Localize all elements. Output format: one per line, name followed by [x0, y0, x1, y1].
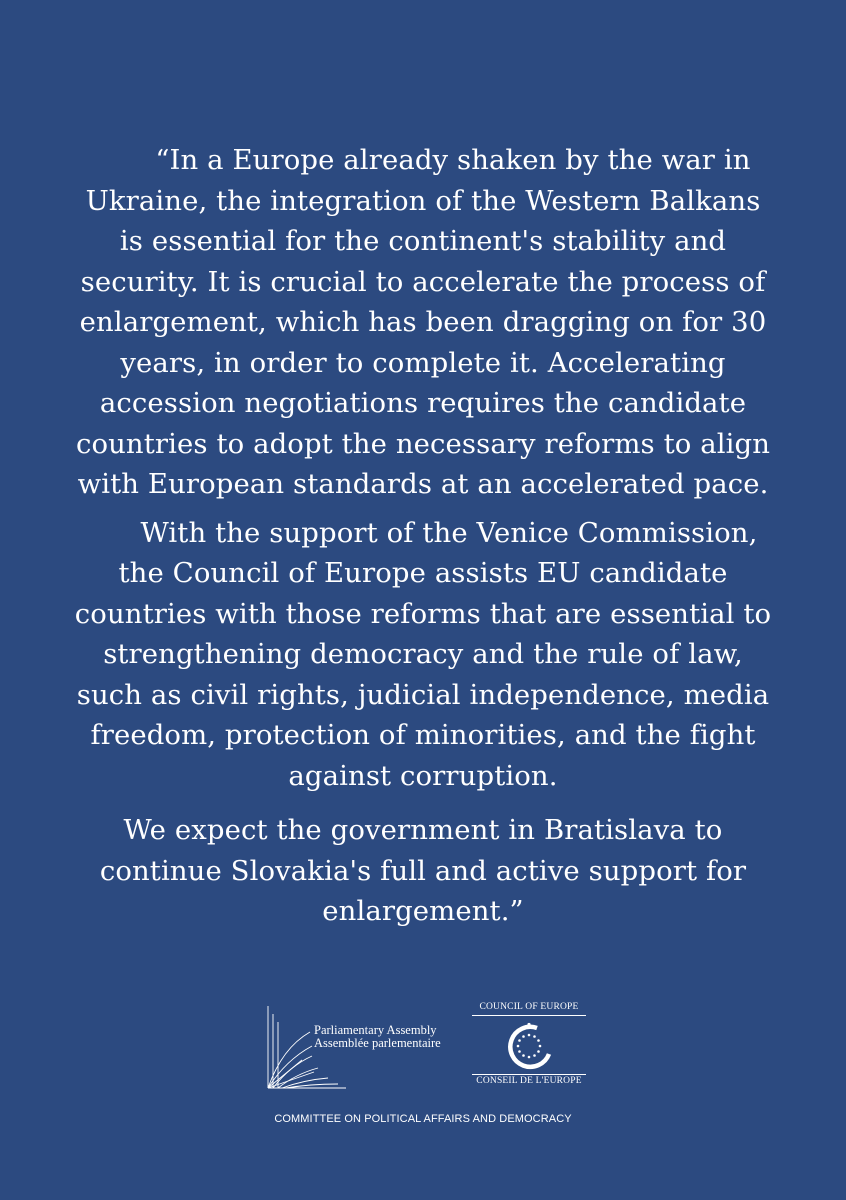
quote-line: such as civil rights, judicial independence, media — [76, 678, 770, 711]
quote-line: With the support of the Venice Commission, — [140, 516, 758, 549]
coe-name-fr: CONSEIL DE L'EUROPE — [476, 1076, 582, 1086]
pace-logo — [266, 1002, 456, 1090]
quote-line: countries to adopt the necessary reforms to align — [75, 427, 771, 460]
quote-line: accession negotiations requires the candidate — [99, 387, 747, 419]
quote-line: security. It is crucial to accelerate the process of — [80, 265, 766, 298]
quote-line: continue Slovakia's full and active support for — [99, 854, 747, 887]
quote-line: with European standards at an accelerated pace. — [77, 468, 769, 500]
quote-line: countries with those reforms that are essential to — [74, 597, 772, 630]
quote-line: enlargement, which has been dragging on for 30 — [79, 306, 767, 338]
quote-block — [70, 140, 776, 932]
pace-name-fr: Assemblée parlementaire — [314, 1036, 441, 1050]
coe-logo — [470, 1000, 588, 1092]
quote-line: strengthening democracy and the rule of law, — [103, 638, 743, 670]
divider — [472, 1015, 586, 1016]
coe-name-en: COUNCIL OF EUROPE — [479, 1002, 579, 1012]
council-of-europe-emblem-icon — [501, 1020, 557, 1072]
quote-line: “In a Europe already shaken by the war in — [155, 144, 751, 176]
quote-line: the Council of Europe assists EU candidate — [118, 557, 728, 589]
quote-paragraph-2 — [70, 513, 776, 797]
quote-line: is essential for the continent's stability and — [119, 225, 727, 257]
quote-paragraph-1 — [70, 140, 776, 505]
quote-line: freedom, protection of minorities, and the fight — [90, 719, 756, 751]
quote-line: years, in order to complete it. Accelerating — [120, 346, 726, 379]
divider — [472, 1074, 586, 1075]
quote-line: against corruption. — [288, 759, 558, 792]
quote-line: enlargement.” — [322, 895, 524, 927]
quote-line: Ukraine, the integration of the Western Balkans — [85, 184, 761, 217]
committee-name: COMMITTEE ON POLITICAL AFFAIRS AND DEMOCRACY — [274, 1113, 572, 1125]
quote-paragraph-3 — [70, 810, 776, 932]
pace-name-en: Parliamentary Assembly — [314, 1023, 437, 1037]
quote-line: We expect the government in Bratislava to — [123, 814, 723, 846]
